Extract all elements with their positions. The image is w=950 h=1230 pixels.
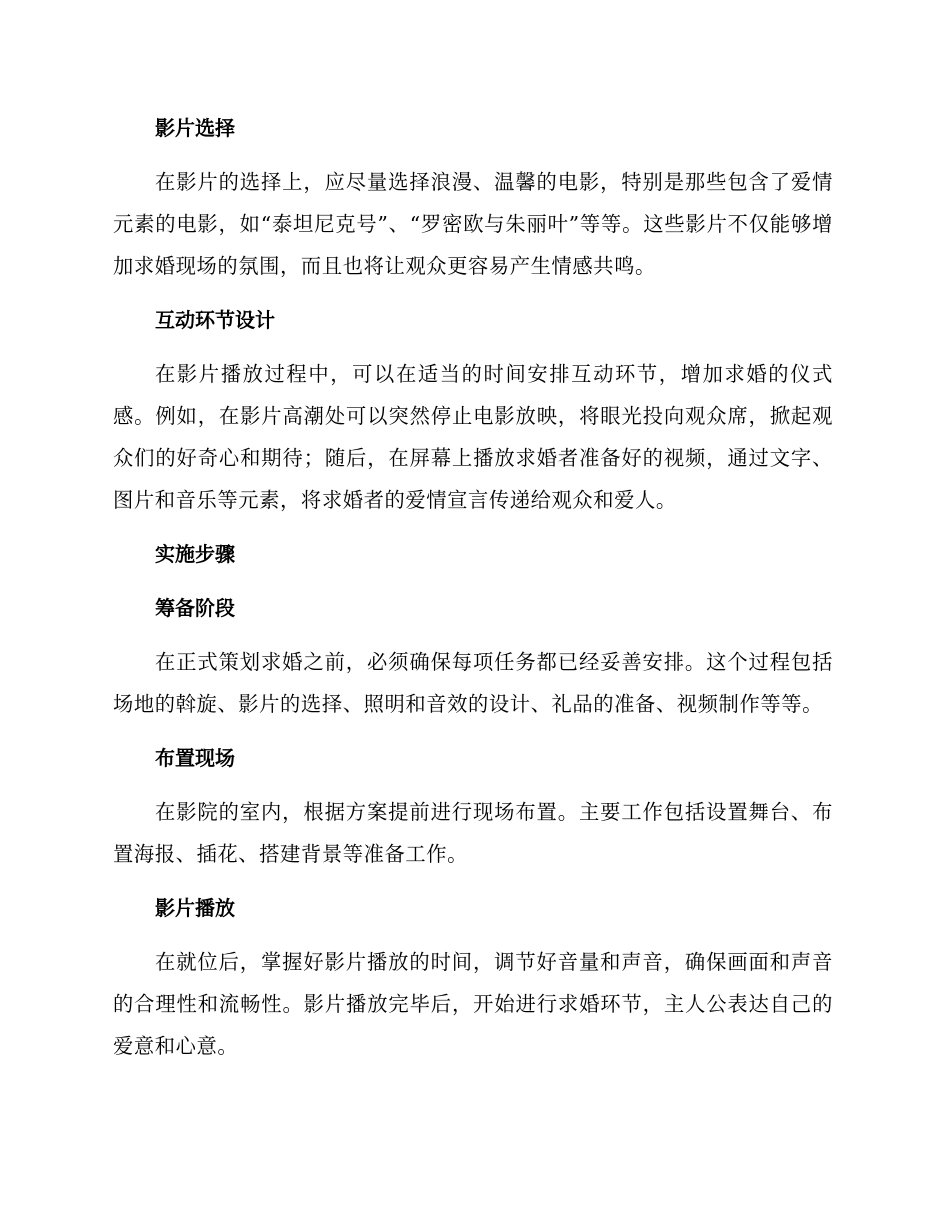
section-paragraph-venue-setup: 在影院的室内，根据方案提前进行现场布置。主要工作包括设置舞台、布置海报、插花、搭建背景等准备工作。 bbox=[113, 800, 833, 866]
section-paragraph-interaction-design: 在影片播放过程中，可以在适当的时间安排互动环节，增加求婚的仪式感。例如，在影片高潮处可以突然停止电影放映，将眼光投向观众席，掀起观众们的好奇心和期待；随后，在屏幕上播放求婚者准备好的视频，通过文字、图片和音乐等元素，将求婚者的爱情宣言传递给观众和爱人。 bbox=[113, 362, 833, 512]
section-paragraph-film-selection: 在影片的选择上，应尽量选择浪漫、温馨的电影，特别是那些包含了爱情元素的电影，如“泰坦尼克号”、“罗密欧与朱丽叶”等等。这些影片不仅能够增加求婚现场的氛围，而且也将让观众更容易产生情感共鸣。 bbox=[113, 170, 833, 278]
section-paragraph-film-playback: 在就位后，掌握好影片播放的时间，调节好音量和声音，确保画面和声音的合理性和流畅性。影片播放完毕后，开始进行求婚环节，主人公表达自己的爱意和心意。 bbox=[113, 950, 833, 1058]
section-heading-film-playback: 影片播放 bbox=[155, 896, 235, 920]
section-heading-film-selection: 影片选择 bbox=[155, 116, 235, 140]
section-heading-implementation-steps: 实施步骤 bbox=[155, 542, 235, 566]
document-body bbox=[113, 107, 833, 1079]
section-heading-preparation: 筹备阶段 bbox=[155, 596, 235, 620]
section-heading-interaction-design: 互动环节设计 bbox=[155, 308, 275, 332]
section-heading-venue-setup: 布置现场 bbox=[155, 746, 235, 770]
section-paragraph-preparation: 在正式策划求婚之前，必须确保每项任务都已经妥善安排。这个过程包括场地的斡旋、影片的选择、照明和音效的设计、礼品的准备、视频制作等等。 bbox=[113, 650, 833, 716]
